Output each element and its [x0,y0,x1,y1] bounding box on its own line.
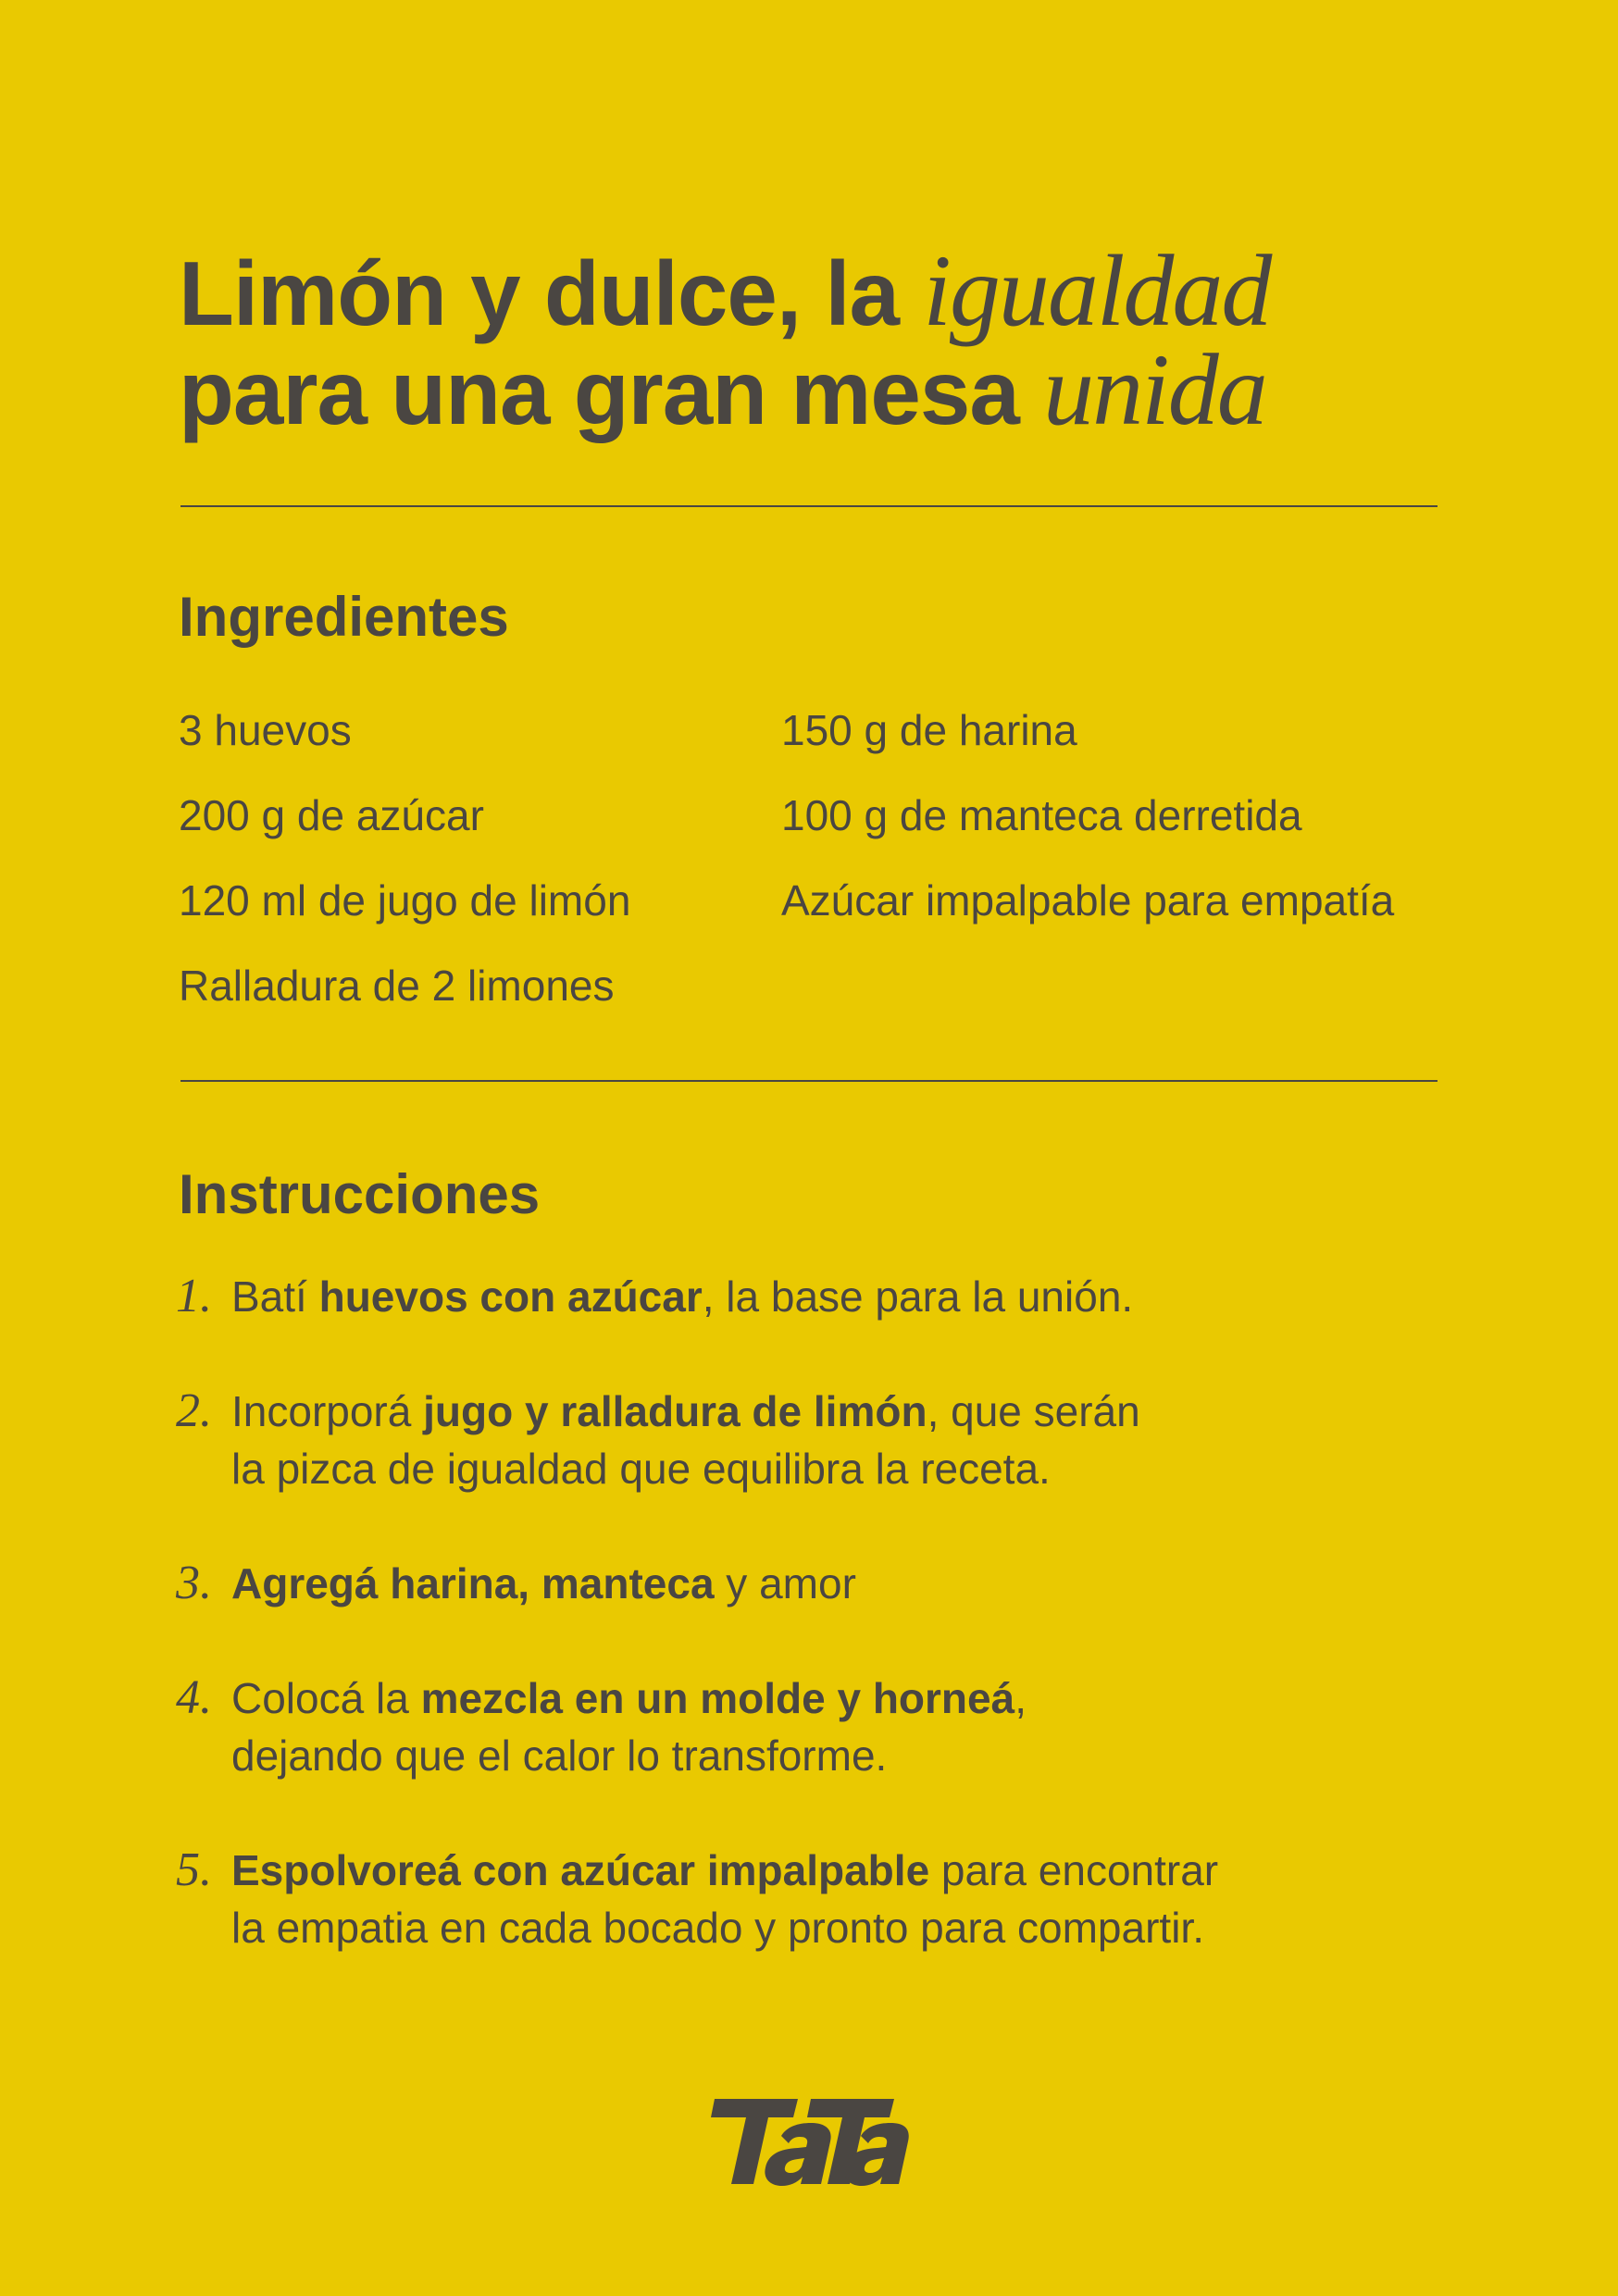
ingredient-item: 120 ml de jugo de limón [179,876,631,925]
step-number: 4. [176,1671,212,1724]
step-text-line2: la pizca de igualdad que equilibra la receta. [231,1445,1051,1493]
step-number: 5. [176,1843,212,1896]
divider-top [180,505,1438,507]
ingredient-item: 100 g de manteca derretida [781,791,1302,839]
ingredient-item: 150 g de harina [781,706,1077,754]
instructions-list [176,1268,1379,2014]
title-line2-italic: unida [1043,333,1266,446]
instruction-step [176,1555,1379,1612]
title-line1-italic: igualdad [923,234,1271,347]
step-text-after: y amor [714,1559,856,1607]
step-number: 2. [176,1384,212,1437]
step-text [231,1383,1140,1497]
step-text-line2: la empatia en cada bocado y pronto para compartir. [231,1904,1204,1952]
title-line2-regular: para una gran mesa [179,341,1044,443]
instructions-heading: Instrucciones [179,1163,541,1225]
step-text-after: para encontrar [929,1846,1219,1894]
step-text-before: Colocá la [231,1674,421,1722]
ingredient-item: Azúcar impalpable para empatía [781,876,1395,925]
step-number: 1. [176,1270,212,1322]
title-line1-regular: Limón y dulce, la [179,242,924,344]
step-number: 3. [176,1557,212,1609]
step-text [231,1268,1133,1325]
ingredients-list-right [781,688,1394,943]
tata-logo-icon [709,2097,909,2188]
step-text [231,1669,1027,1784]
step-text-bold: mezcla en un molde y horneá [420,1674,1015,1722]
recipe-title [179,234,1475,446]
step-text-bold: Agregá harina, manteca [231,1559,715,1607]
instruction-step [176,1669,1379,1784]
step-text [231,1842,1218,1956]
step-text-bold: Espolvoreá con azúcar impalpable [231,1846,930,1894]
instruction-step [176,1383,1379,1497]
step-text-after: , que serán [927,1387,1140,1435]
ingredients-list-left [179,688,630,1028]
step-text-after: , la base para la unión. [702,1272,1134,1321]
step-text-after: , [1014,1674,1027,1722]
ingredient-item: Ralladura de 2 limones [179,962,615,1010]
step-text-before: Batí [231,1272,319,1321]
step-text-line2: dejando que el calor lo transforme. [231,1731,888,1780]
step-text [231,1555,856,1612]
ingredient-item: 200 g de azúcar [179,791,484,839]
ingredients-heading: Ingredientes [179,586,509,648]
divider-middle [180,1080,1438,1082]
instruction-step [176,1268,1379,1325]
step-text-bold: jugo y ralladura de limón [423,1387,927,1435]
step-text-bold: huevos con azúcar [318,1272,703,1321]
step-text-before: Incorporá [231,1387,424,1435]
instruction-step [176,1842,1379,1956]
ingredient-item: 3 huevos [179,706,352,754]
